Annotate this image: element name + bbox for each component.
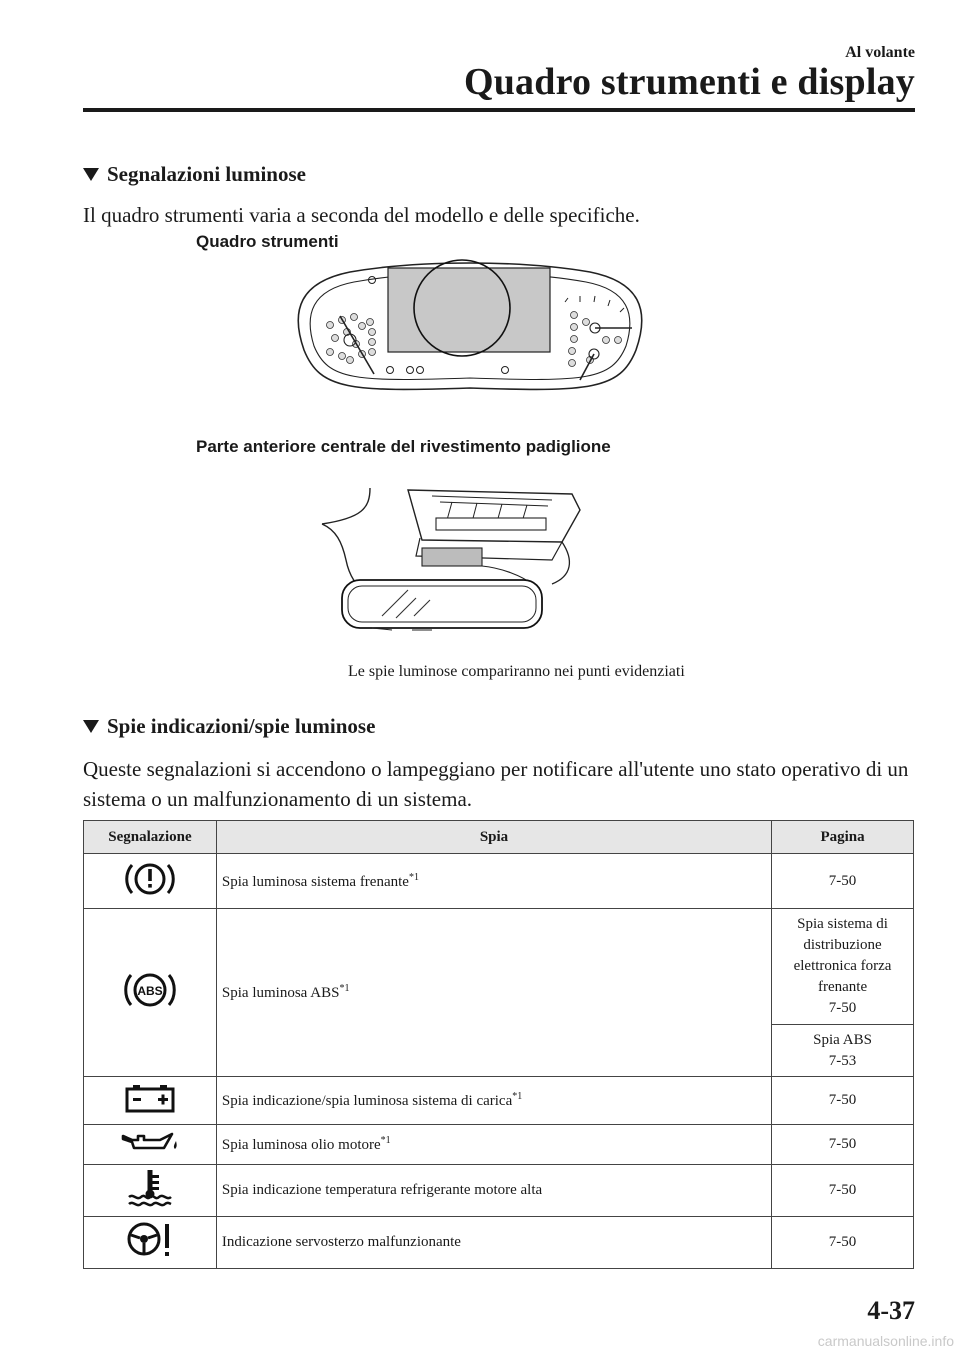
description-cell: Spia luminosa ABS$^{*1}$: [216, 909, 771, 1077]
table-row: [84, 909, 914, 1025]
icon-cell: [84, 1077, 217, 1125]
abs-warning-icon: [121, 970, 179, 1010]
page-reference: 7-50: [772, 1165, 914, 1217]
icon-cell: [84, 854, 217, 909]
page-reference: 7-50: [772, 854, 914, 909]
brake-warning-icon: [123, 859, 177, 899]
instrument-cluster-illustration: [290, 240, 650, 400]
icon-cell: [84, 909, 217, 1077]
table-row: [84, 1077, 914, 1125]
description-cell: Spia indicazione temperatura refrigerante motore alta: [216, 1165, 771, 1217]
table-header-row: [84, 821, 914, 854]
figure-caption: Le spie luminose compariranno nei punti evidenziati: [348, 663, 685, 680]
triangle-bullet-icon: [83, 168, 99, 181]
triangle-bullet-icon: [83, 720, 99, 733]
column-header-signal: Segnalazione: [84, 821, 217, 854]
section-heading-indicators: [83, 714, 375, 739]
watermark: carmanualsonline.info: [817, 1333, 954, 1349]
battery-charge-icon: [123, 1082, 177, 1114]
table-row: [84, 854, 914, 909]
page-reference: 7-50: [772, 1125, 914, 1165]
page-reference: Spia sistema di distribuzione elettronica forza frenante 7-50: [772, 909, 914, 1025]
section-heading-text: Segnalazioni luminose: [107, 162, 306, 186]
intro-paragraph: Il quadro strumenti varia a seconda del modello e delle specifiche.: [83, 203, 640, 227]
column-header-page: Pagina: [772, 821, 914, 854]
coolant-temperature-icon: [125, 1167, 175, 1209]
indicators-paragraph: Queste segnalazioni si accendono o lampeggiano per notificare all'utente uno stato operativo di un sistema o un malfunzionamento di un sistema.: [83, 757, 909, 811]
icon-cell: [84, 1125, 217, 1165]
figure-label-overhead: Parte anteriore centrale del rivestimento padiglione: [196, 437, 611, 456]
section-heading-text: Spie indicazioni/spie luminose: [107, 714, 376, 738]
svg-text:ABS: ABS: [137, 984, 163, 998]
header-rule: [83, 108, 915, 112]
table-row: [84, 1125, 914, 1165]
description-cell: Spia luminosa olio motore$^{*1}$: [216, 1125, 771, 1165]
column-header-light: Spia: [216, 821, 771, 854]
page-reference: 7-50: [772, 1077, 914, 1125]
figure-label-cluster: Quadro strumenti: [196, 232, 339, 251]
description-cell: Spia luminosa sistema frenante$^{*1}$: [216, 854, 771, 909]
header-section: Al volante: [845, 44, 915, 61]
description-cell: Indicazione servosterzo malfunzionante: [216, 1217, 771, 1269]
page-reference: 7-50: [772, 1217, 914, 1269]
warning-lights-table: [83, 820, 914, 1269]
page-reference: Spia ABS 7-53: [772, 1025, 914, 1077]
overhead-console-illustration: [312, 480, 584, 642]
page-title: Quadro strumenti e display: [463, 61, 915, 103]
description-cell: Spia indicazione/spia luminosa sistema di carica$^{*1}$: [216, 1077, 771, 1125]
icon-cell: [84, 1165, 217, 1217]
page-number: 4-37: [867, 1296, 915, 1325]
power-steering-icon: [123, 1219, 177, 1261]
section-heading-signals: [83, 162, 306, 187]
table-row: [84, 1165, 914, 1217]
icon-cell: [84, 1217, 217, 1269]
table-row: [84, 1217, 914, 1269]
oil-pressure-icon: [120, 1128, 180, 1156]
